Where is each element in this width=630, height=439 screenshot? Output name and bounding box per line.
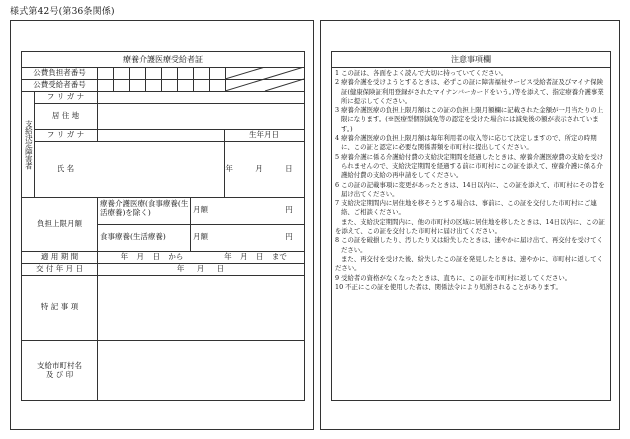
care-monthly-label: 月額 xyxy=(193,205,208,215)
recipient-number-label: 公費受給者番号 xyxy=(33,79,86,89)
note-item: 7 支給決定期間内に居住地を移そうとする場合は、事前に、この証を交付した市町村にご連絡、ご相談ください。 xyxy=(335,199,597,217)
address-label: 居 住 地 xyxy=(51,110,80,120)
birth-date-value: 年 月 日 xyxy=(225,163,303,173)
note-item: 4 療養介護医療の負担上限月額は毎年利用者の収入等に応じて決定しますので、所定の時期に、この証と認定に必要な関係書類を市町村に提出してください。 xyxy=(335,134,597,152)
meal-monthly-label: 月額 xyxy=(193,232,208,242)
notes-box xyxy=(331,51,611,401)
notes-panel xyxy=(320,20,620,430)
limit-label: 負担上限月額 xyxy=(37,218,82,228)
note-item-continued: また、支給決定期間内に、他の市町村の区域に居住地を移したときは、14日以内に、この証を添えて、この証を交付した市町村に届け出てください。 xyxy=(335,217,605,236)
meal-label: 食事療養(生活療養) xyxy=(100,232,166,242)
diagonal-strike xyxy=(225,67,304,91)
meal-yen-label: 円 xyxy=(285,232,293,242)
furigana-label-2: フ リ ガ ナ xyxy=(46,129,85,139)
special-notes-label: 特 記 事 項 xyxy=(40,302,79,312)
notes-list xyxy=(335,69,607,292)
period-label: 適 用 期 間 xyxy=(40,251,79,261)
note-item: 6 この証の記載事項に変更があったときは、14日以内に、この証を添えて、市町村にその旨を届け出てください。 xyxy=(335,180,605,198)
issue-date-label: 交 付 年 月 日 xyxy=(35,263,84,273)
issue-date-value: 年 月 日 xyxy=(176,263,225,273)
payer-number-label: 公費負担者番号 xyxy=(33,67,86,77)
form-number: 様式第42号(第36条関係) xyxy=(10,7,115,17)
notes-title: 注意事項欄 xyxy=(332,52,610,68)
note-item: 5 療養介護に係る介護給付費の支給決定期間を経過したときは、療養介護医療費の支給を受けられませんので、支給決定期間を経過する前に市町村にこの証を添えて、療養介護に係る介護給付費の支給の再申請をしてください。 xyxy=(335,152,604,180)
note-item: 1 この証は、各面をよく読んで大切に持っていてください。 xyxy=(335,69,508,77)
municipality-label-line-1: 支給市町村名 xyxy=(37,360,82,370)
furigana-label-1: フ リ ガ ナ xyxy=(46,91,85,101)
certificate-grid xyxy=(21,51,305,401)
name-label: 氏 名 xyxy=(56,163,75,173)
note-item: 3 療養介護医療の負担上限月額はこの証の負担上限月額欄に記載された金額が一月当たりの上限になります。(※医療型個別減免等の認定を受けた場合には減免後の額が表示されています。) xyxy=(335,106,604,133)
note-item: 2 療養介護を受けようとするときは、必ずこの証に障害福祉サービス受給者証及びマイナ保険証(健康保険証利用登録がされたマイナンバーカードをいう。)等を添えて、指定療養介護事業所に提示してください。 xyxy=(335,78,604,105)
care-medical-label: 療養介護医療(食事療養(生活療養)を除く) xyxy=(100,199,189,217)
certificate-title: 療養介護医療受給者証 xyxy=(123,54,203,64)
period-to: 年 月 日 まで xyxy=(224,251,287,261)
municipality-label-line-2: 及 び 印 xyxy=(45,369,74,379)
birth-date-label: 生年月日 xyxy=(249,129,279,139)
municipality-label xyxy=(22,340,97,401)
note-item-continued: また、再交付を受けた後、紛失したこの証を発見したときは、速やかに、市町村に返してください。 xyxy=(335,254,604,273)
period-from: 年 月 日 から xyxy=(120,251,184,261)
note-item: 8 この証を破損したり、汚したり又は紛失したときは、速やかに届け出て、再交付を受けてください。 xyxy=(335,236,603,254)
disabled-person-side-label: 支給決定障害者 xyxy=(24,119,34,169)
note-item: 9 受給者の資格がなくなったときは、直ちに、この証を市町村に返してください。 xyxy=(335,273,572,282)
care-yen-label: 円 xyxy=(285,205,293,215)
note-item: 10 不正にこの証を使用した者は、関係法令により処罰されることがあります。 xyxy=(335,282,562,291)
certificate-panel xyxy=(10,20,314,430)
